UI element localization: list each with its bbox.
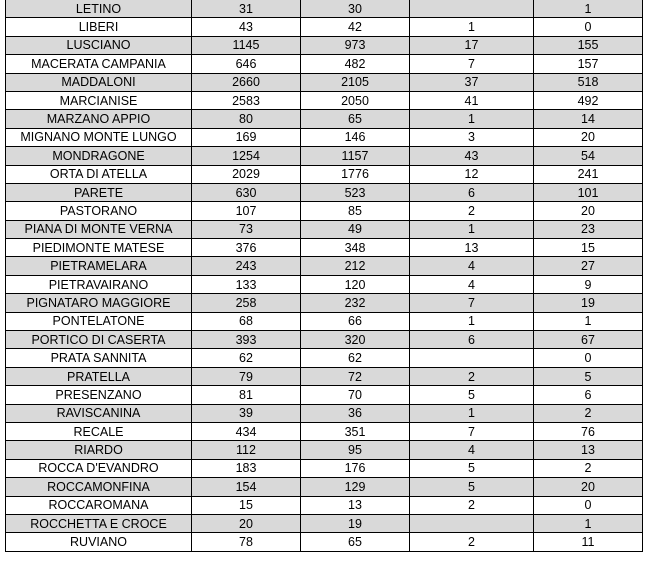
value-cell-1: 20 <box>192 514 301 532</box>
municipality-name-cell: PIGNATARO MAGGIORE <box>6 294 192 312</box>
value-cell-3: 1 <box>410 110 534 128</box>
value-cell-2: 62 <box>301 349 410 367</box>
value-cell-2: 30 <box>301 0 410 18</box>
value-cell-4: 27 <box>534 257 643 275</box>
table-row <box>6 312 643 330</box>
value-cell-1: 81 <box>192 386 301 404</box>
table-body <box>6 0 643 551</box>
value-cell-2: 70 <box>301 386 410 404</box>
municipality-name-cell: PIEDIMONTE MATESE <box>6 239 192 257</box>
value-cell-3: 43 <box>410 147 534 165</box>
value-cell-4: 13 <box>534 441 643 459</box>
municipality-name-cell: PIETRAMELARA <box>6 257 192 275</box>
municipality-name-cell: LUSCIANO <box>6 36 192 54</box>
value-cell-3 <box>410 0 534 18</box>
value-cell-2: 232 <box>301 294 410 312</box>
municipality-name-cell: LIBERI <box>6 18 192 36</box>
municipality-name-cell: MONDRAGONE <box>6 147 192 165</box>
value-cell-1: 62 <box>192 349 301 367</box>
value-cell-1: 646 <box>192 55 301 73</box>
value-cell-3: 1 <box>410 404 534 422</box>
value-cell-1: 630 <box>192 183 301 201</box>
value-cell-3: 1 <box>410 312 534 330</box>
value-cell-3: 2 <box>410 367 534 385</box>
municipality-name-cell: RIARDO <box>6 441 192 459</box>
value-cell-4: 23 <box>534 220 643 238</box>
value-cell-4: 1 <box>534 312 643 330</box>
table-row <box>6 18 643 36</box>
value-cell-4: 155 <box>534 36 643 54</box>
value-cell-3: 5 <box>410 478 534 496</box>
value-cell-1: 393 <box>192 331 301 349</box>
municipality-name-cell: PIANA DI MONTE VERNA <box>6 220 192 238</box>
table-row <box>6 36 643 54</box>
value-cell-1: 376 <box>192 239 301 257</box>
value-cell-3: 7 <box>410 55 534 73</box>
value-cell-1: 31 <box>192 0 301 18</box>
value-cell-2: 19 <box>301 514 410 532</box>
value-cell-4: 518 <box>534 73 643 91</box>
value-cell-1: 183 <box>192 459 301 477</box>
table-row <box>6 478 643 496</box>
table-row <box>6 128 643 146</box>
value-cell-1: 2029 <box>192 165 301 183</box>
municipality-name-cell: MADDALONI <box>6 73 192 91</box>
value-cell-2: 146 <box>301 128 410 146</box>
value-cell-3: 13 <box>410 239 534 257</box>
table-row <box>6 91 643 109</box>
value-cell-3 <box>410 349 534 367</box>
value-cell-2: 42 <box>301 18 410 36</box>
value-cell-1: 434 <box>192 422 301 440</box>
value-cell-1: 243 <box>192 257 301 275</box>
value-cell-1: 39 <box>192 404 301 422</box>
value-cell-2: 351 <box>301 422 410 440</box>
value-cell-3: 4 <box>410 275 534 293</box>
value-cell-1: 80 <box>192 110 301 128</box>
value-cell-1: 2660 <box>192 73 301 91</box>
value-cell-1: 133 <box>192 275 301 293</box>
value-cell-4: 20 <box>534 478 643 496</box>
value-cell-4: 0 <box>534 349 643 367</box>
value-cell-1: 1145 <box>192 36 301 54</box>
table-row <box>6 183 643 201</box>
value-cell-3: 1 <box>410 18 534 36</box>
value-cell-4: 20 <box>534 202 643 220</box>
municipality-name-cell: ROCCAMONFINA <box>6 478 192 496</box>
municipality-name-cell: PORTICO DI CASERTA <box>6 331 192 349</box>
municipality-name-cell: MARZANO APPIO <box>6 110 192 128</box>
municipality-name-cell: RECALE <box>6 422 192 440</box>
municipality-name-cell: MIGNANO MONTE LUNGO <box>6 128 192 146</box>
table-row <box>6 202 643 220</box>
value-cell-2: 482 <box>301 55 410 73</box>
value-cell-2: 2105 <box>301 73 410 91</box>
value-cell-4: 76 <box>534 422 643 440</box>
value-cell-2: 1776 <box>301 165 410 183</box>
municipality-name-cell: PASTORANO <box>6 202 192 220</box>
value-cell-1: 169 <box>192 128 301 146</box>
value-cell-4: 6 <box>534 386 643 404</box>
municipality-name-cell: RUVIANO <box>6 533 192 551</box>
value-cell-2: 212 <box>301 257 410 275</box>
value-cell-3: 7 <box>410 294 534 312</box>
table-row <box>6 404 643 422</box>
value-cell-1: 79 <box>192 367 301 385</box>
table-row <box>6 73 643 91</box>
table-row <box>6 55 643 73</box>
value-cell-3: 2 <box>410 202 534 220</box>
value-cell-4: 157 <box>534 55 643 73</box>
value-cell-4: 1 <box>534 0 643 18</box>
value-cell-4: 54 <box>534 147 643 165</box>
value-cell-1: 1254 <box>192 147 301 165</box>
value-cell-1: 112 <box>192 441 301 459</box>
value-cell-4: 2 <box>534 404 643 422</box>
value-cell-3: 2 <box>410 496 534 514</box>
value-cell-2: 348 <box>301 239 410 257</box>
value-cell-1: 68 <box>192 312 301 330</box>
table-row <box>6 514 643 532</box>
municipality-name-cell: PRESENZANO <box>6 386 192 404</box>
municipality-data-table <box>5 0 643 552</box>
table-row <box>6 386 643 404</box>
value-cell-4: 9 <box>534 275 643 293</box>
value-cell-3: 1 <box>410 220 534 238</box>
value-cell-3: 2 <box>410 533 534 551</box>
value-cell-3: 4 <box>410 441 534 459</box>
value-cell-4: 492 <box>534 91 643 109</box>
table-row <box>6 422 643 440</box>
table-row <box>6 331 643 349</box>
value-cell-2: 36 <box>301 404 410 422</box>
value-cell-1: 15 <box>192 496 301 514</box>
table-row <box>6 459 643 477</box>
table-row <box>6 239 643 257</box>
value-cell-3: 7 <box>410 422 534 440</box>
value-cell-1: 2583 <box>192 91 301 109</box>
value-cell-3: 3 <box>410 128 534 146</box>
value-cell-2: 176 <box>301 459 410 477</box>
value-cell-4: 19 <box>534 294 643 312</box>
value-cell-4: 2 <box>534 459 643 477</box>
value-cell-2: 95 <box>301 441 410 459</box>
value-cell-2: 65 <box>301 110 410 128</box>
municipality-name-cell: ROCCHETTA E CROCE <box>6 514 192 532</box>
value-cell-4: 1 <box>534 514 643 532</box>
value-cell-4: 0 <box>534 18 643 36</box>
value-cell-2: 65 <box>301 533 410 551</box>
value-cell-3: 4 <box>410 257 534 275</box>
value-cell-2: 1157 <box>301 147 410 165</box>
value-cell-2: 973 <box>301 36 410 54</box>
value-cell-1: 107 <box>192 202 301 220</box>
value-cell-2: 320 <box>301 331 410 349</box>
table-row <box>6 294 643 312</box>
value-cell-4: 11 <box>534 533 643 551</box>
value-cell-2: 129 <box>301 478 410 496</box>
municipality-name-cell: PRATELLA <box>6 367 192 385</box>
value-cell-4: 0 <box>534 496 643 514</box>
municipality-name-cell: RAVISCANINA <box>6 404 192 422</box>
value-cell-3: 17 <box>410 36 534 54</box>
value-cell-2: 2050 <box>301 91 410 109</box>
table-row <box>6 367 643 385</box>
table-row <box>6 110 643 128</box>
table-row <box>6 275 643 293</box>
value-cell-4: 101 <box>534 183 643 201</box>
value-cell-1: 154 <box>192 478 301 496</box>
table-row <box>6 0 643 18</box>
value-cell-3: 5 <box>410 459 534 477</box>
value-cell-3: 6 <box>410 331 534 349</box>
municipality-name-cell: ROCCA D'EVANDRO <box>6 459 192 477</box>
value-cell-4: 5 <box>534 367 643 385</box>
table-row <box>6 165 643 183</box>
value-cell-4: 20 <box>534 128 643 146</box>
value-cell-2: 49 <box>301 220 410 238</box>
value-cell-2: 85 <box>301 202 410 220</box>
value-cell-4: 14 <box>534 110 643 128</box>
value-cell-3: 41 <box>410 91 534 109</box>
municipality-name-cell: ROCCAROMANA <box>6 496 192 514</box>
table-row <box>6 349 643 367</box>
municipality-name-cell: LETINO <box>6 0 192 18</box>
municipality-name-cell: MACERATA CAMPANIA <box>6 55 192 73</box>
table-row <box>6 220 643 238</box>
table-row <box>6 496 643 514</box>
value-cell-2: 523 <box>301 183 410 201</box>
municipality-name-cell: MARCIANISE <box>6 91 192 109</box>
value-cell-3: 12 <box>410 165 534 183</box>
value-cell-4: 67 <box>534 331 643 349</box>
table-row <box>6 257 643 275</box>
value-cell-4: 241 <box>534 165 643 183</box>
value-cell-1: 73 <box>192 220 301 238</box>
value-cell-3: 6 <box>410 183 534 201</box>
value-cell-1: 258 <box>192 294 301 312</box>
value-cell-1: 78 <box>192 533 301 551</box>
value-cell-3: 37 <box>410 73 534 91</box>
table-row <box>6 533 643 551</box>
value-cell-2: 72 <box>301 367 410 385</box>
value-cell-2: 120 <box>301 275 410 293</box>
table-row <box>6 147 643 165</box>
municipality-name-cell: ORTA DI ATELLA <box>6 165 192 183</box>
value-cell-1: 43 <box>192 18 301 36</box>
municipality-name-cell: PONTELATONE <box>6 312 192 330</box>
value-cell-3 <box>410 514 534 532</box>
value-cell-2: 13 <box>301 496 410 514</box>
value-cell-2: 66 <box>301 312 410 330</box>
municipality-name-cell: PARETE <box>6 183 192 201</box>
value-cell-3: 5 <box>410 386 534 404</box>
municipality-name-cell: PRATA SANNITA <box>6 349 192 367</box>
municipality-name-cell: PIETRAVAIRANO <box>6 275 192 293</box>
value-cell-4: 15 <box>534 239 643 257</box>
table-row <box>6 441 643 459</box>
